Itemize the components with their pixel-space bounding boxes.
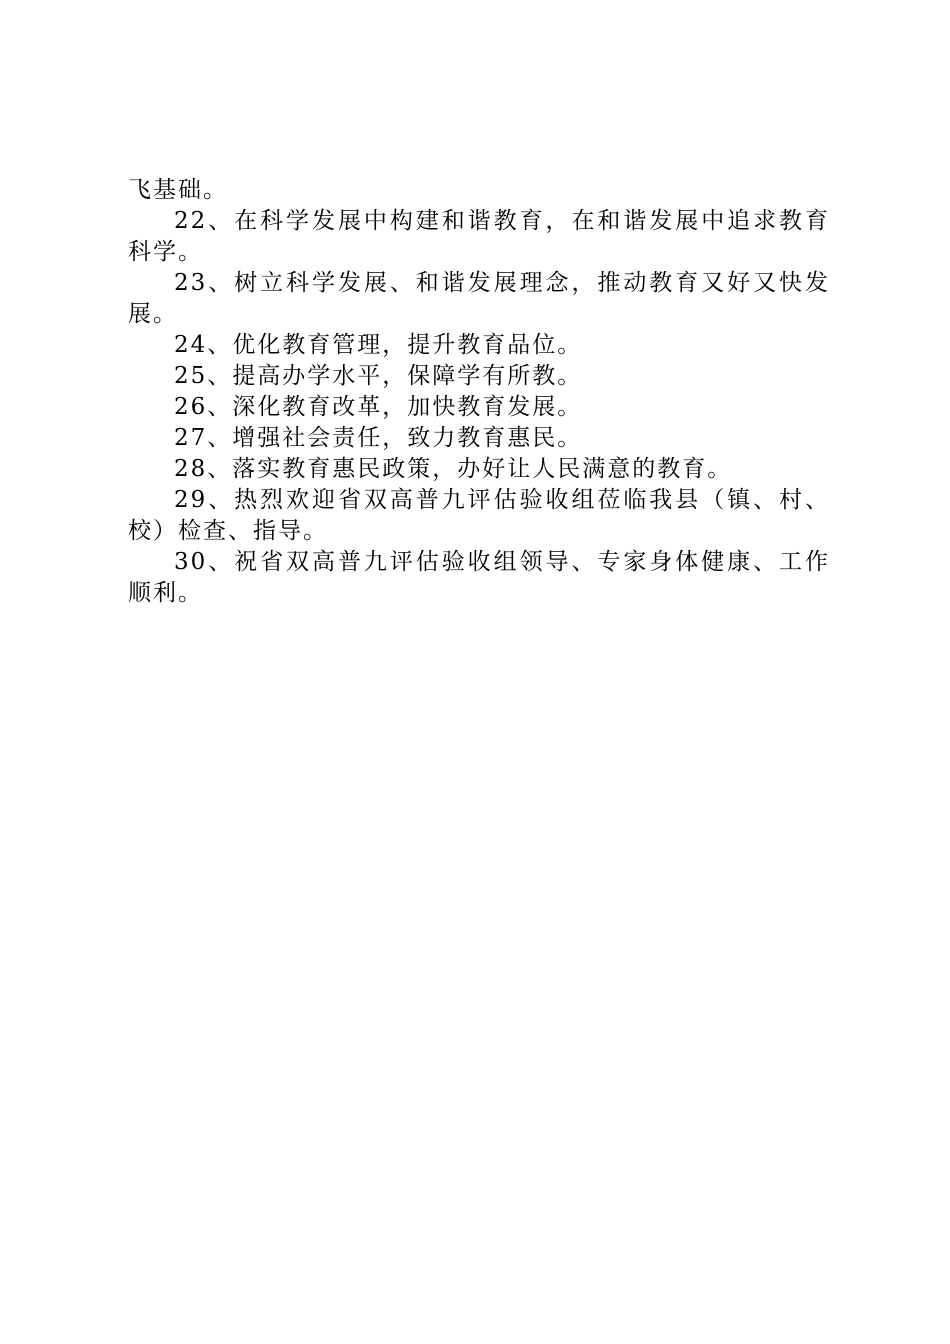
slogan-item-24: 24、优化教育管理，提升教育品位。 <box>174 332 583 358</box>
slogan-item-30: 30、祝省双高普九评估验收组领导、专家身体健康、工作顺利。 <box>128 549 830 606</box>
slogan-item-25: 25、提高办学水平，保障学有所教。 <box>174 363 583 389</box>
slogan-item-26: 26、深化教育改革，加快教育发展。 <box>174 394 583 420</box>
slogan-item-27: 27、增强社会责任，致力教育惠民。 <box>174 425 583 451</box>
slogan-item-28: 28、落实教育惠民政策，办好让人民满意的教育。 <box>174 456 733 482</box>
paragraph-continuation: 飞基础。 <box>128 177 228 203</box>
slogan-item-29: 29、热烈欢迎省双高普九评估验收组莅临我县（镇、村、校）检查、指导。 <box>128 487 830 544</box>
document-body <box>128 175 830 609</box>
slogan-item-23: 23、树立科学发展、和谐发展理念，推动教育又好又快发展。 <box>128 270 830 327</box>
slogan-item-22: 22、在科学发展中构建和谐教育，在和谐发展中追求教育科学。 <box>128 208 830 265</box>
